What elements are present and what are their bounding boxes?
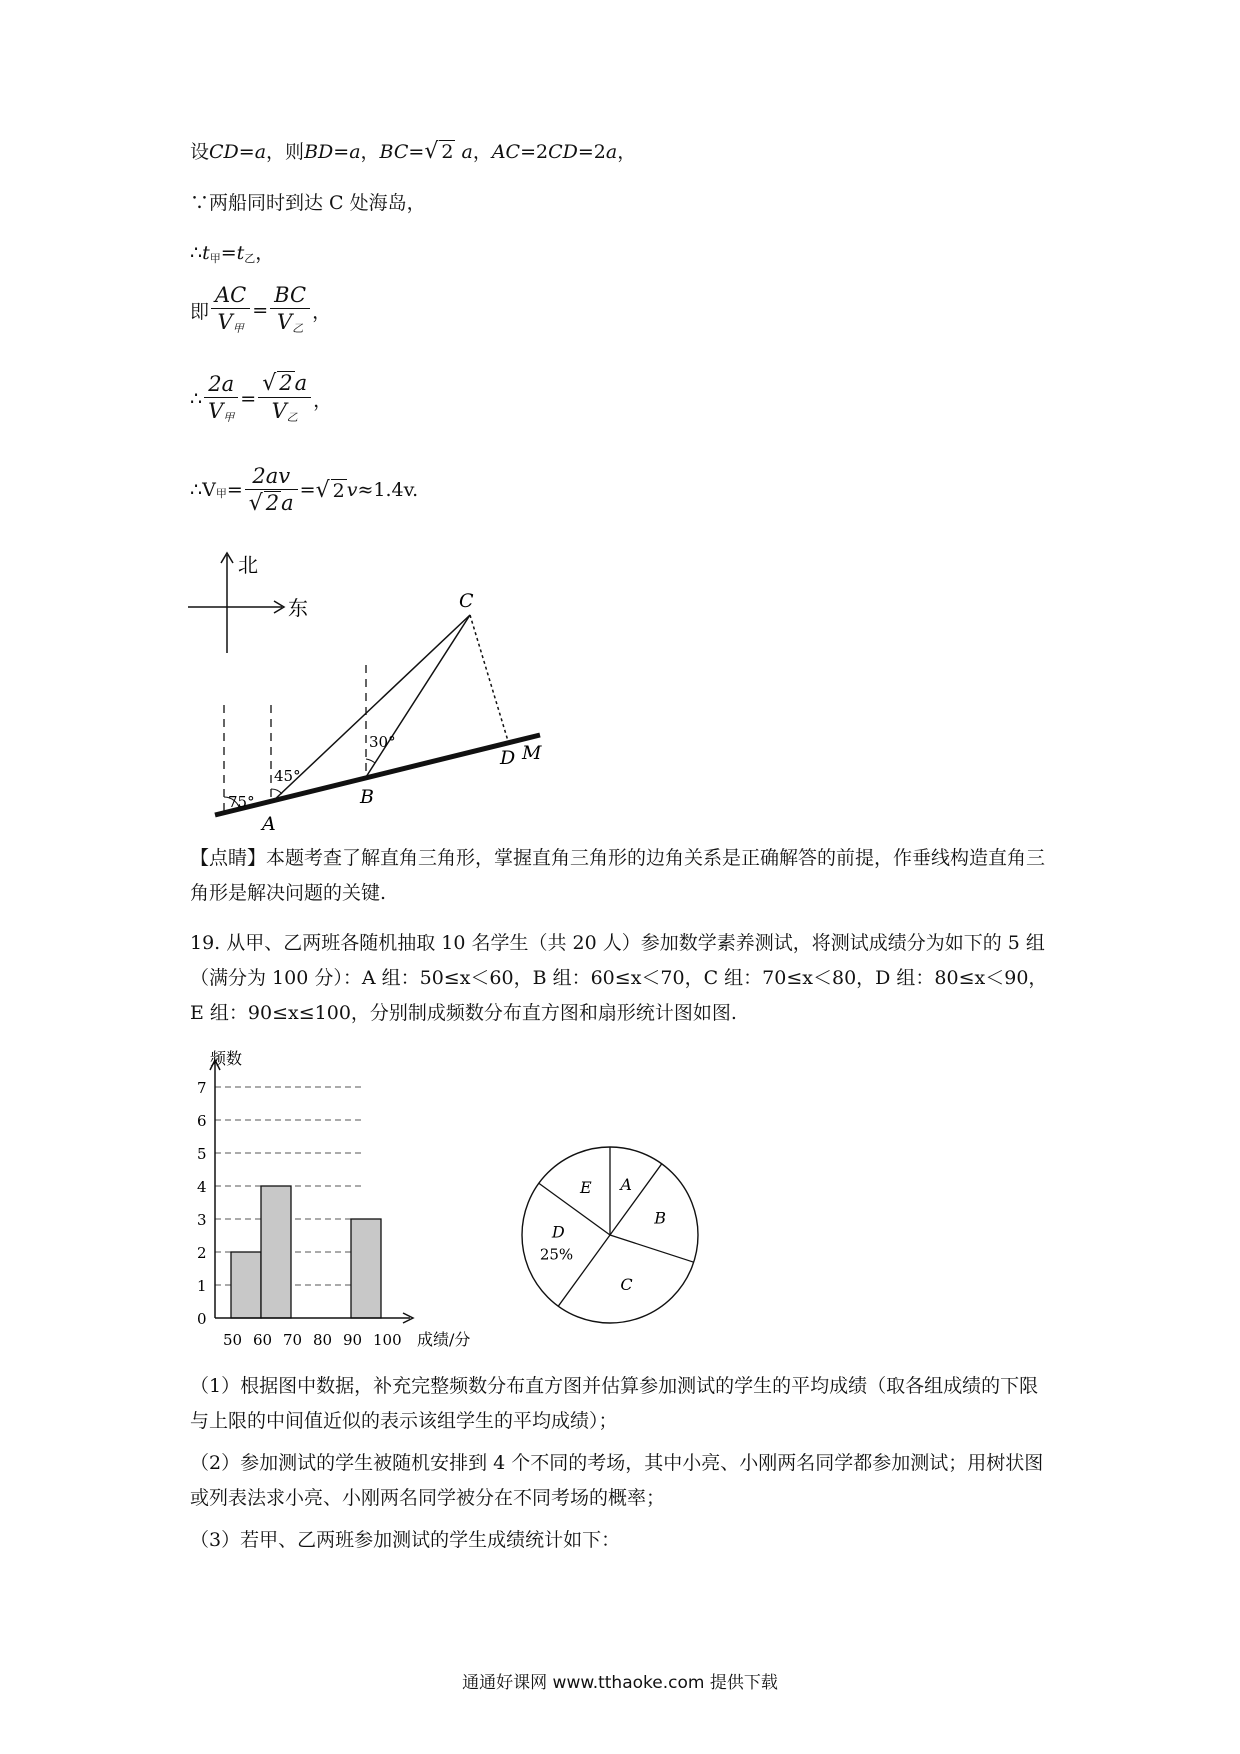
pie-slice-divider xyxy=(610,1235,694,1262)
point-d-label: D xyxy=(500,747,516,769)
solution-line-3: ∴t甲=t乙， xyxy=(190,242,275,265)
pie-slice-divider xyxy=(539,1183,610,1235)
y-tick-label: 1 xyxy=(197,1277,207,1295)
angle-arc-30 xyxy=(366,759,375,763)
y-tick-label: 7 xyxy=(197,1079,207,1097)
angle-45-label: 45° xyxy=(274,767,301,785)
solution-line-1: 设CD=a，则BD=a，BC=√ 2 a，AC=2CD=2a， xyxy=(190,139,637,164)
x-tick-label: 90 xyxy=(343,1331,363,1349)
geometry-figure xyxy=(180,545,580,835)
fraction-2a-vjia: $\frac{2a}{\text{V甲}}$ xyxy=(204,371,238,428)
solution-line-2: ∵两船同时到达 C 处海岛， xyxy=(190,192,426,214)
point-a-label: A xyxy=(262,813,276,835)
pie-chart xyxy=(510,1135,710,1335)
histogram-chart xyxy=(185,1050,515,1370)
x-axis-label: 成绩/分 xyxy=(417,1330,471,1349)
x-tick-label: 100 xyxy=(373,1331,402,1349)
x-tick-label: 50 xyxy=(223,1331,243,1349)
solution-line-6: ∴V甲= $\frac{2av}{√ 2a}$ =√ 2 v≈1.4v. xyxy=(190,464,419,516)
pie-slice-label: D xyxy=(551,1222,565,1242)
fraction-root2a-vyi: $\frac{√ 2a}{\text{V乙}}$ xyxy=(258,370,311,428)
pie-slice-label: E xyxy=(580,1177,592,1197)
y-tick-label: 4 xyxy=(197,1178,207,1196)
y-tick-label: 5 xyxy=(197,1145,207,1163)
solution-line-5: ∴ $\frac{2a}{\text{V甲}}$ = $\frac{√ 2a}{\text{V乙}}$ ， xyxy=(190,370,332,428)
solution-line-4: 即 $\frac{AC}{\text{V甲}}$ = $\frac{BC}{\text{V乙}}$ ， xyxy=(190,282,331,339)
line-cd xyxy=(470,615,508,741)
north-label: 北 xyxy=(238,553,258,577)
pie-slice-label: B xyxy=(654,1208,666,1228)
pie-slice-label: C xyxy=(620,1275,633,1295)
pie-slice-label: A xyxy=(620,1174,632,1194)
east-label: 东 xyxy=(288,596,308,620)
x-tick-label: 60 xyxy=(253,1331,273,1349)
histogram-bar xyxy=(351,1219,381,1318)
pie-slice-percent: 25% xyxy=(539,1245,574,1264)
histogram-bar xyxy=(261,1186,291,1318)
question-19-text: 19. 从甲、乙两班各随机抽取 10 名学生（共 20 人）参加数学素养测试，将测试成绩分为如下的 5 组（满分为 100 分）：A 组：50≤x＜60，B 组：60≤x＜70，C 组：70≤x＜80，D 组：80≤x＜90，E 组：90≤x≤100，分别制成频数分布直方图和扇形统计图如图. xyxy=(190,932,1048,1024)
angle-30-label: 30° xyxy=(369,733,396,751)
x-tick-label: 80 xyxy=(313,1331,333,1349)
question-19-part-2: （2）参加测试的学生被随机安排到 4 个不同的考场，其中小亮、小刚两名同学都参加测试；用树状图或列表法求小亮、小刚两名同学被分在不同考场的概率； xyxy=(190,1452,1044,1509)
question-19-part-1: （1）根据图中数据，补充完整频数分布直方图并估算参加测试的学生的平均成绩（取各组成绩的下限与上限的中间值近似的表示该组学生的平均成绩）； xyxy=(190,1375,1039,1432)
y-tick-label: 2 xyxy=(197,1244,207,1262)
point-b-label: B xyxy=(360,786,374,808)
y-tick-label: 3 xyxy=(197,1211,207,1229)
point-c-label: C xyxy=(459,590,474,612)
point-m-label: M xyxy=(522,742,542,764)
fraction-ac-vjia: $\frac{AC}{\text{V甲}}$ xyxy=(211,282,250,339)
line-bc xyxy=(366,615,470,777)
fraction-bc-vyi: $\frac{BC}{\text{V乙}}$ xyxy=(270,282,310,339)
angle-75-label: 75° xyxy=(228,793,255,811)
y-axis-label: 频数 xyxy=(210,1050,243,1068)
page-footer: 通通好课网 www.tthaoke.com 提供下载 xyxy=(462,1673,778,1693)
question-19-part-3: （3）若甲、乙两班参加测试的学生成绩统计如下： xyxy=(190,1529,621,1551)
fraction-2av-root2a: $\frac{2av}{√ 2a}$ xyxy=(245,463,298,517)
y-tick-label: 6 xyxy=(197,1112,207,1130)
x-tick-label: 70 xyxy=(283,1331,303,1349)
histogram-bar xyxy=(231,1252,261,1318)
key-point-note: 【点睛】本题考查了解直角三角形，掌握直角三角形的边角关系是正确解答的前提，作垂线构造直角三角形是解决问题的关键. xyxy=(190,847,1046,904)
y-tick-label: 0 xyxy=(197,1310,207,1328)
